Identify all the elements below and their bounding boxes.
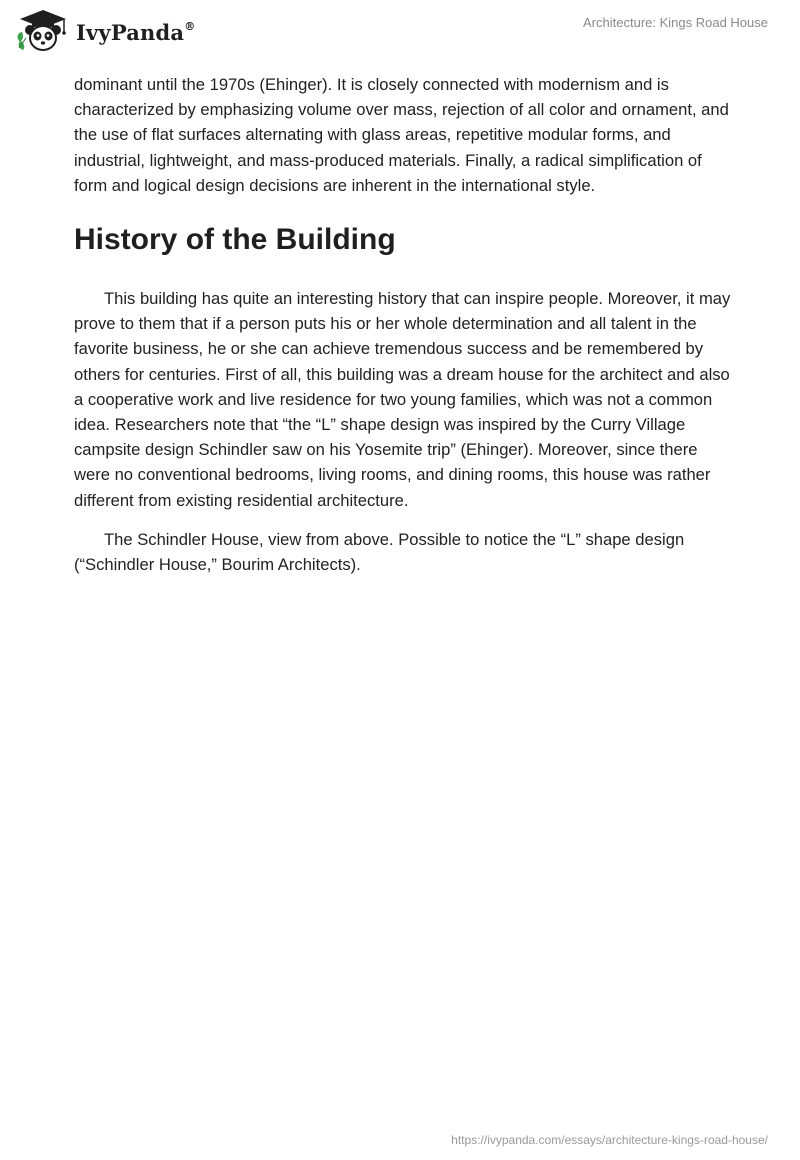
section-heading: History of the Building: [74, 223, 396, 257]
figure-caption: The Schindler House, view from above. Possible to notice the “L” shape design (“Schindler House,” Bourim Architects).: [74, 529, 685, 575]
running-title: Architecture: Kings Road House: [583, 15, 768, 30]
ivypanda-logo[interactable]: [14, 8, 195, 54]
history-paragraph: This building has quite an interesting history that can inspire people. Moreover, it may prove to them that if a person puts his or her whole determination and all talent in the favorite business, he or she can achieve tremendous success and be remembered by others for centuries. First of all, this building was a dream house for the architect and also a cooperative work and live residence for two young families, which was not a common idea. Researchers note that “the “L” shape design was inspired by the Curry Village campsite design Schindler saw on his Yosemite trip” (Ehinger). Moreover, since there were no conventional bedrooms, living rooms, and dining rooms, this house was rather different from existing residential architecture.: [74, 289, 731, 510]
registered-mark: ®: [184, 19, 196, 33]
essay-content: [74, 72, 734, 591]
intro-paragraph: dominant until the 1970s (Ehinger). It is closely connected with modernism and is characterized by emphasizing volume over mass, rejection of all color and ornament, and the use of flat surfaces alternating with glass areas, repetitive modular forms, and industrial, lightweight, and mass-produced materials. Finally, a radical simplification of form and logical design decisions are inherent in the international style.: [74, 75, 729, 195]
page-header: [0, 0, 800, 62]
source-url-link[interactable]: https://ivypanda.com/essays/architecture-kings-road-house/: [451, 1133, 768, 1147]
panda-graduate-icon: [14, 8, 72, 54]
brand-name: IvyPanda®: [76, 19, 196, 45]
